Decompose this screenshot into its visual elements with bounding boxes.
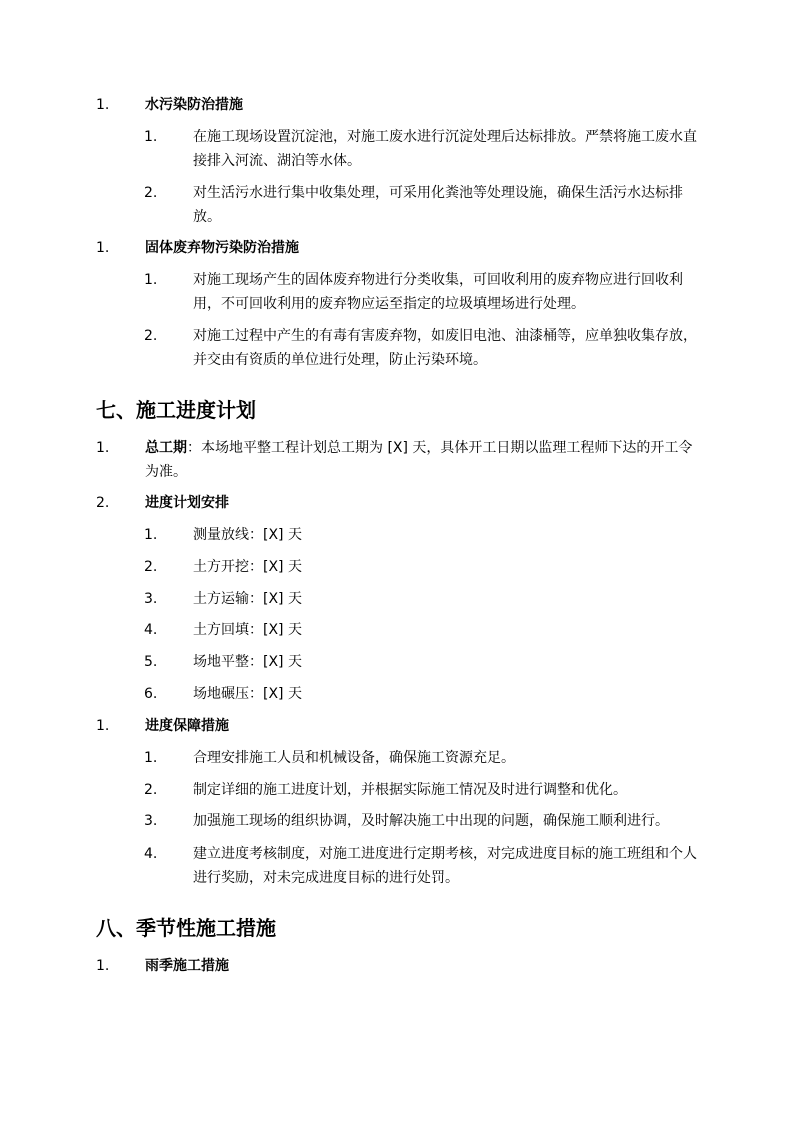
list-number: 1.: [96, 718, 110, 734]
list-item: 土方运输：[X] 天: [193, 591, 302, 607]
list-item: 制定详细的施工进度计划，并根据实际施工情况及时进行调整和优化。: [193, 782, 627, 798]
list-number: 1.: [144, 750, 158, 766]
total-duration-text: ：本场地平整工程计划总工期为 [X] 天，具体开工日期以监理工程师下达的开工令为准。: [145, 440, 693, 480]
list-number: 4.: [144, 846, 158, 862]
list-item: 土方开挖：[X] 天: [193, 559, 302, 575]
list-item: 场地平整：[X] 天: [193, 654, 302, 670]
list-number: 6.: [144, 686, 158, 702]
subsection-title-rainy-season: 雨季施工措施: [145, 958, 229, 974]
list-number: 3.: [144, 591, 158, 607]
list-item: 场地碾压：[X] 天: [193, 686, 302, 702]
subsection-title-schedule-plan: 进度计划安排: [145, 495, 229, 511]
list-item: 土方回填：[X] 天: [193, 622, 302, 638]
list-number: 5.: [144, 654, 158, 670]
list-number: 1.: [96, 958, 110, 974]
list-number: 4.: [144, 622, 158, 638]
list-item: 建立进度考核制度，对施工进度进行定期考核，对完成进度目标的施工班组和个人进行奖励，对未完成进度目标的进行处罚。: [193, 846, 697, 886]
list-number: 2.: [144, 782, 158, 798]
list-item: 对施工过程中产生的有毒有害废弃物，如废旧电池、油漆桶等，应单独收集存放，并交由有资质的单位进行处理，防止污染环境。: [193, 328, 697, 368]
list-item: 对生活污水进行集中收集处理，可采用化粪池等处理设施，确保生活污水达标排放。: [193, 185, 683, 225]
total-duration-paragraph: [145, 436, 705, 484]
list-number: 2.: [144, 185, 158, 201]
list-item: 合理安排施工人员和机械设备，确保施工资源充足。: [193, 750, 515, 766]
list-number: 1.: [96, 440, 110, 456]
total-duration-label: 总工期: [145, 440, 187, 456]
list-item: 在施工现场设置沉淀池，对施工废水进行沉淀处理后达标排放。严禁将施工废水直接排入河流、湖泊等水体。: [193, 129, 697, 169]
list-number: 1.: [144, 272, 158, 288]
subsection-title-water-pollution: 水污染防治措施: [145, 97, 243, 113]
list-number: 3.: [144, 813, 158, 829]
list-item: 加强施工现场的组织协调，及时解决施工中出现的问题，确保施工顺利进行。: [193, 813, 669, 829]
list-number: 1.: [96, 97, 110, 113]
list-item: 测量放线：[X] 天: [193, 527, 302, 543]
list-number: 2.: [144, 559, 158, 575]
list-item: 对施工现场产生的固体废弃物进行分类收集，可回收利用的废弃物应进行回收利用，不可回收利用的废弃物应运至指定的垃圾填埋场进行处理。: [193, 272, 683, 312]
section-heading-seasonal: 八、季节性施工措施: [96, 916, 276, 940]
list-number: 1.: [144, 129, 158, 145]
subsection-title-solid-waste: 固体废弃物污染防治措施: [145, 240, 299, 256]
list-number: 2.: [144, 328, 158, 344]
subsection-title-schedule-guarantee: 进度保障措施: [145, 718, 229, 734]
list-number: 1.: [96, 240, 110, 256]
section-heading-schedule: 七、施工进度计划: [96, 398, 256, 422]
list-number: 1.: [144, 527, 158, 543]
list-number: 2.: [96, 495, 110, 511]
